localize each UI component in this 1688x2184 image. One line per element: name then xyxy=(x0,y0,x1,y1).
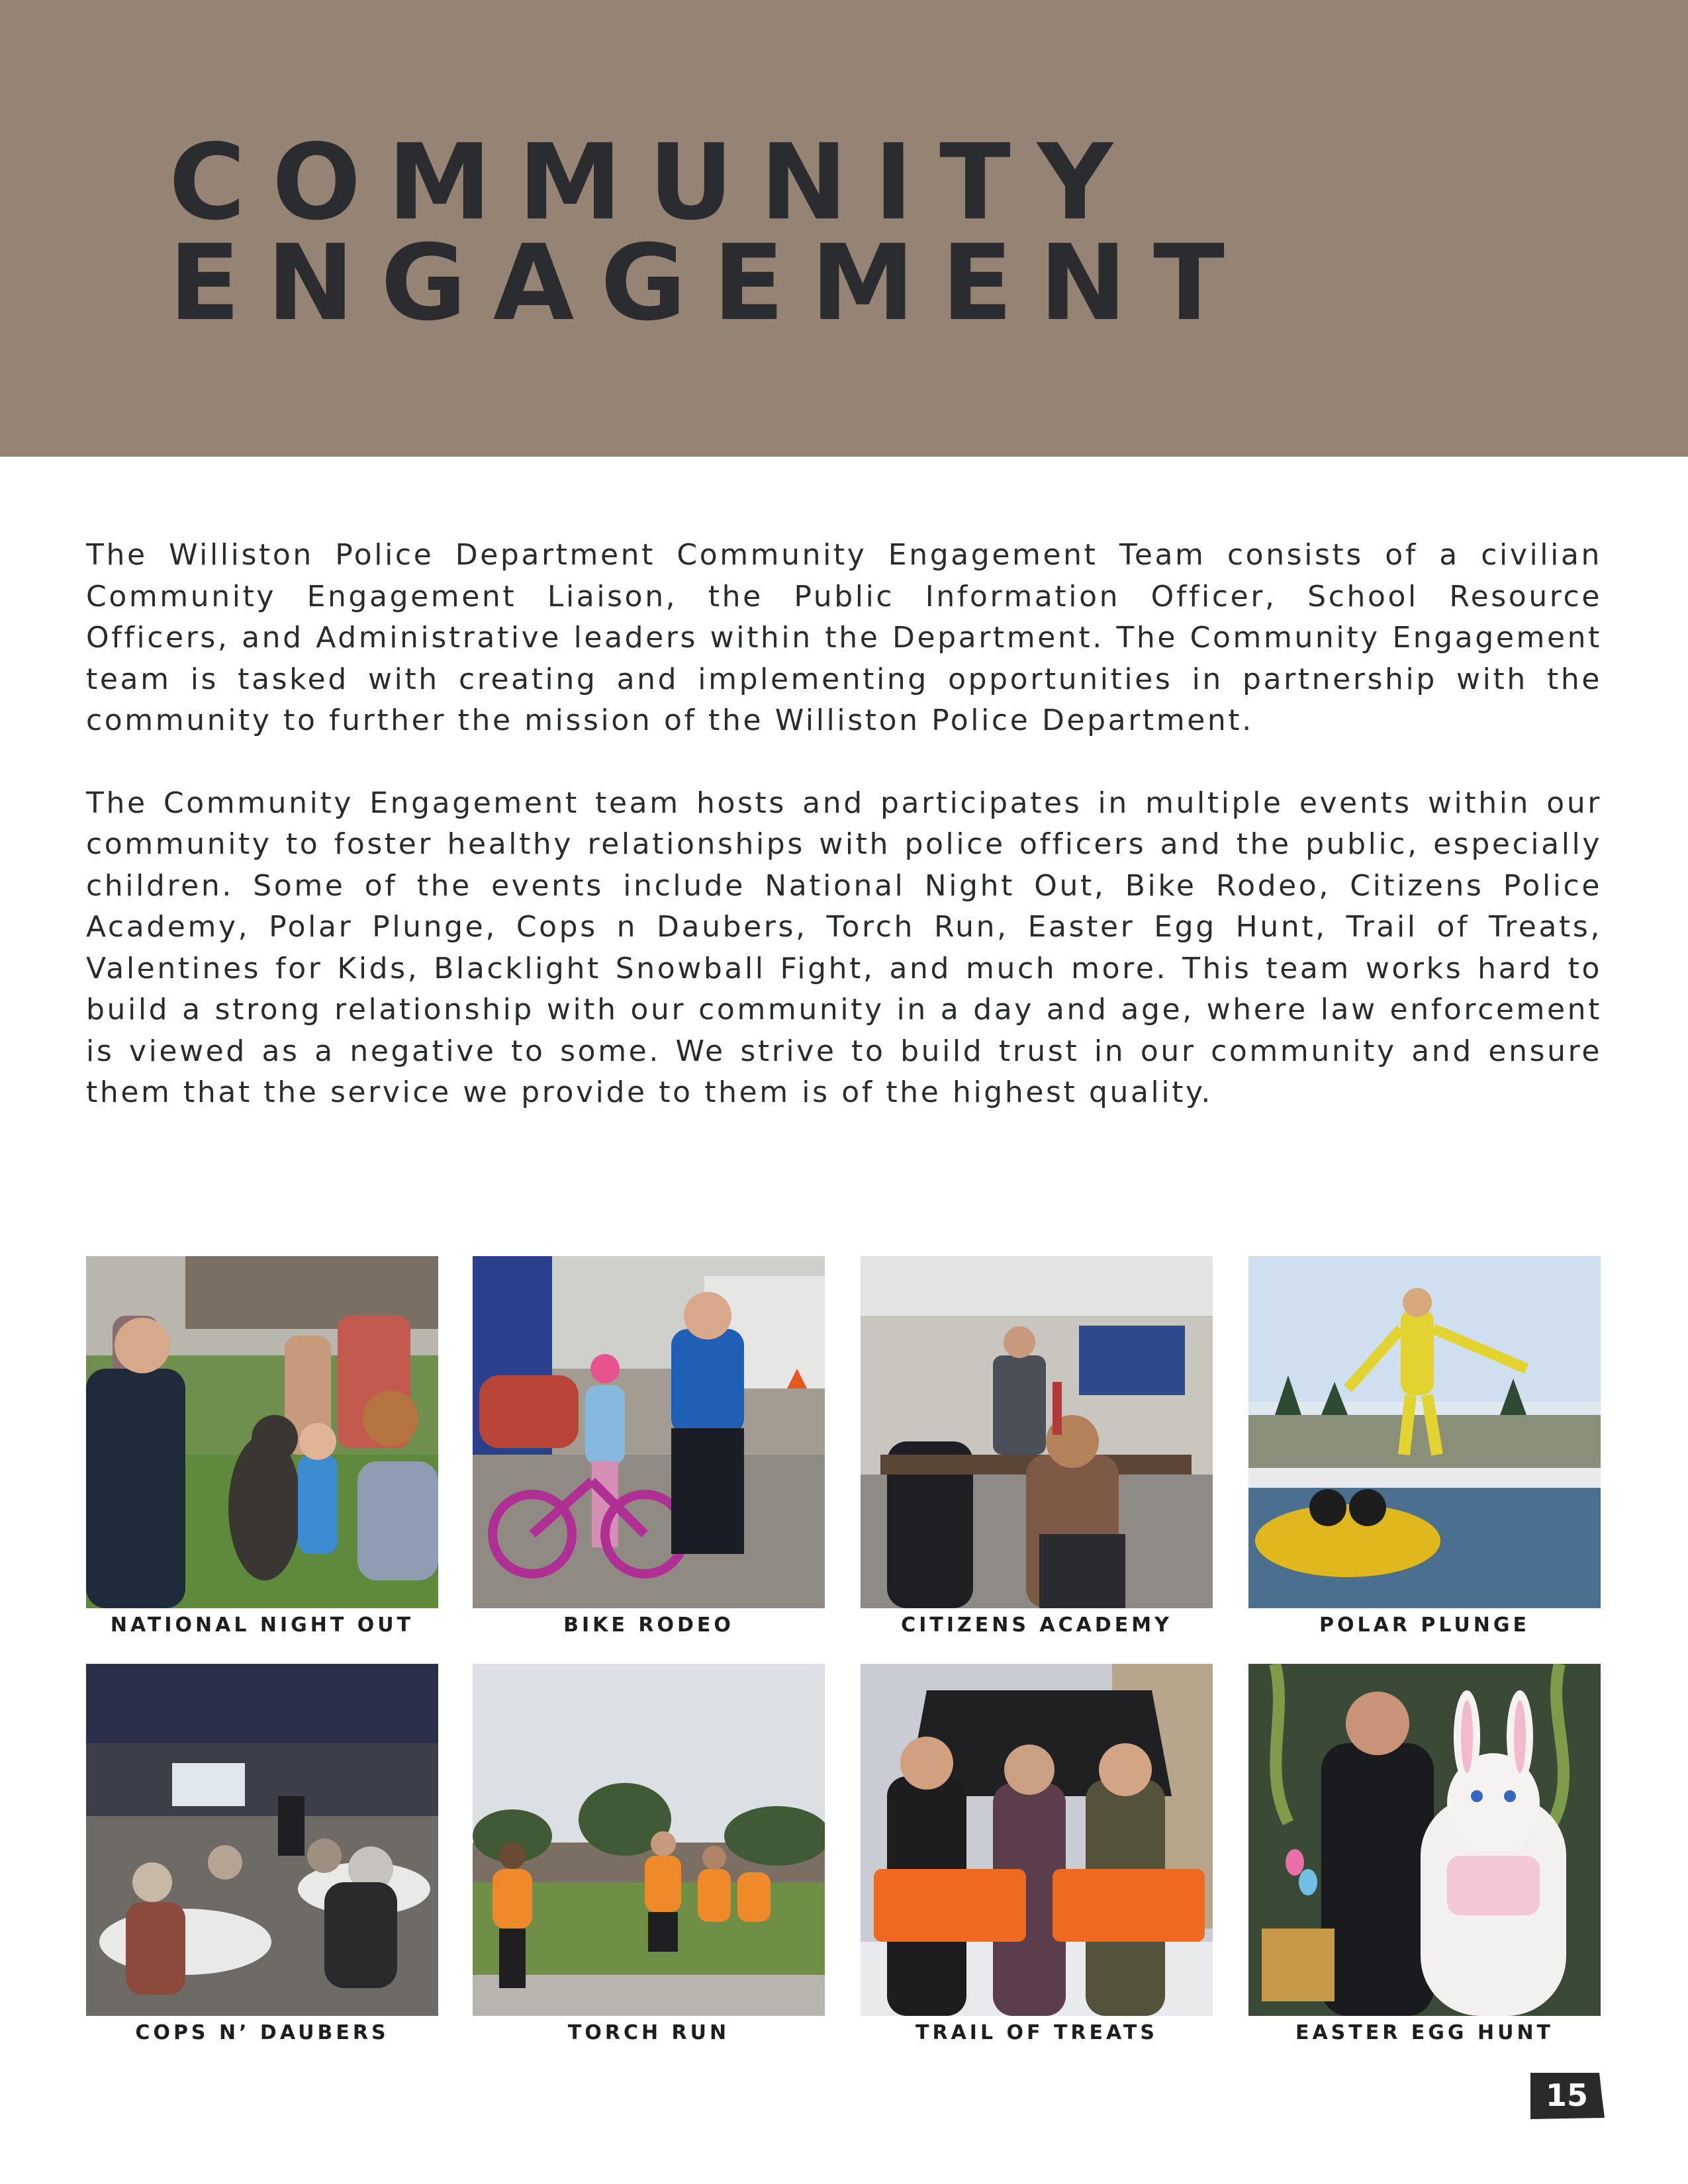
caption-torch-run: TORCH RUN xyxy=(567,2021,730,2044)
page-number-badge xyxy=(1528,2070,1607,2123)
caption-cops-n-daubers: COPS N’ DAUBERS xyxy=(135,2021,389,2044)
page-title-line-1: COMMUNITY xyxy=(169,122,1140,244)
caption-easter-egg-hunt: EASTER EGG HUNT xyxy=(1295,2021,1554,2044)
photo-torch-run xyxy=(473,1664,825,2016)
caption-trail-of-treats: TRAIL OF TREATS xyxy=(915,2021,1158,2044)
photo-bike-rodeo xyxy=(473,1256,825,1608)
caption-national-night-out: NATIONAL NIGHT OUT xyxy=(110,1614,414,1637)
body-text xyxy=(86,535,1602,1114)
photo-easter-egg-hunt xyxy=(1248,1664,1601,2016)
caption-citizens-academy: CITIZENS ACADEMY xyxy=(901,1614,1172,1637)
page-number: 15 xyxy=(1545,2077,1588,2113)
photo-polar-plunge xyxy=(1248,1256,1601,1608)
page-title-line-2: ENGAGEMENT xyxy=(169,222,1251,344)
page-title xyxy=(169,122,1251,344)
caption-bike-rodeo: BIKE RODEO xyxy=(563,1614,734,1637)
photo-trail-of-treats xyxy=(861,1664,1213,2016)
photo-cops-n-daubers xyxy=(86,1664,438,2016)
photo-national-night-out xyxy=(86,1256,438,1608)
events-paragraph: The Community Engagement team hosts and participates in multiple events within our community to foster healthy relationships with police officers and the public, especially children. Some of the events include National Night Out, Bike Rodeo, Citizens Police Academy, Polar Plunge, Cops n Daubers, Torch Run, Easter Egg Hunt, Trail of Treats, Valentines for Kids, Blacklight Snowball Fight, and much more. This team works hard to build a strong relationship with our community in a day and age, where law enforcement is viewed as a negative to some. We strive to build trust in our community and ensure them that the service we provide to them is of the highest quality. xyxy=(86,786,1602,1109)
intro-paragraph: The Williston Police Department Community Engagement Team consists of a civilian Community Engagement Liaison, the Public Information Officer, School Resource Officers, and Administrative leaders within the Department. The Community Engagement team is tasked with creating and implementing opportunities in partnership with the community to further the mission of the Williston Police Department. xyxy=(86,538,1602,737)
photo-citizens-academy xyxy=(861,1256,1213,1608)
caption-polar-plunge: POLAR PLUNGE xyxy=(1319,1614,1530,1637)
